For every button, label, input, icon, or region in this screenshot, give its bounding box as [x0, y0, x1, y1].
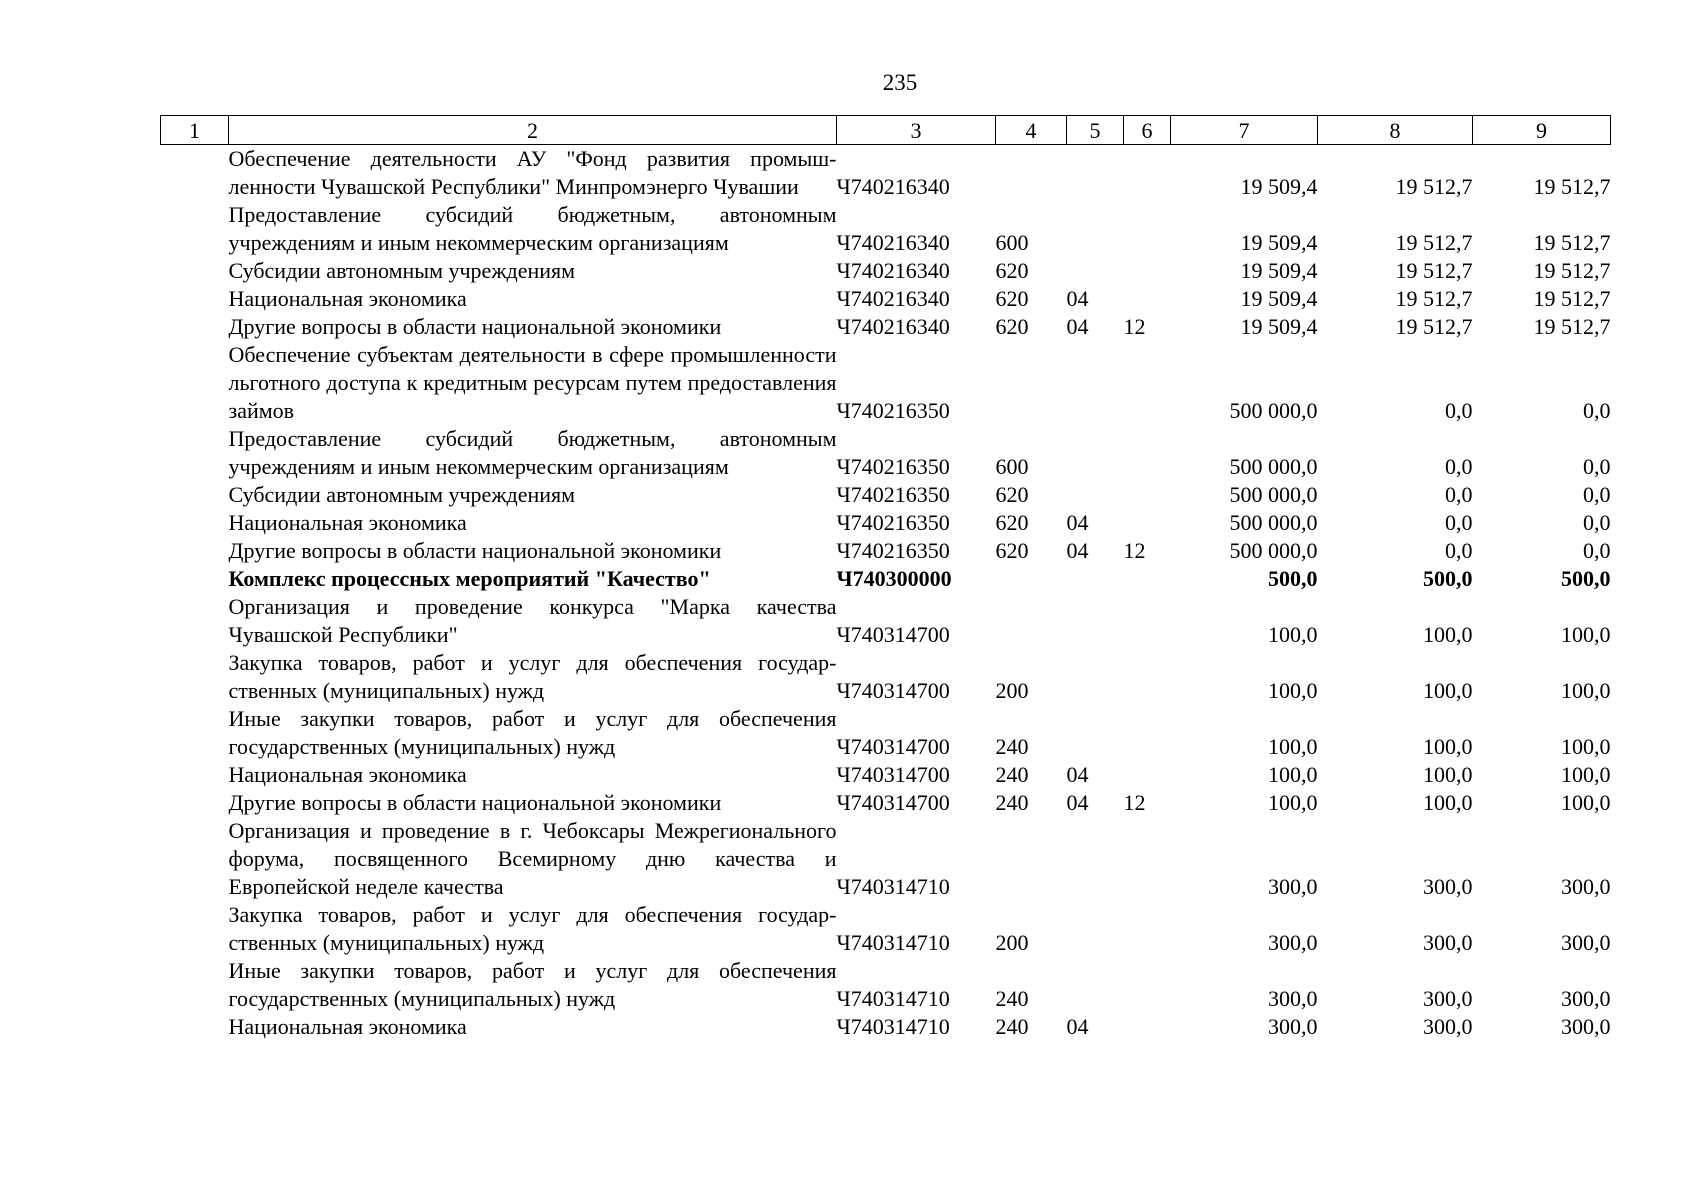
cell-amount-col9: 19 512,7	[1533, 314, 1611, 339]
cell-blank	[161, 649, 229, 705]
cell-amount-col9: 19 512,7	[1533, 258, 1611, 283]
cell-section	[1067, 565, 1124, 593]
cell-amount-col8: 100,0	[1423, 734, 1473, 759]
cell-expense-type	[996, 565, 1067, 593]
cell-amount-col7: 300,0	[1268, 1014, 1318, 1039]
cell-amount-col9: 19 512,7	[1533, 286, 1611, 311]
cell-target-code: Ч740314700	[836, 678, 950, 703]
cell-blank	[161, 509, 229, 537]
cell-amount-col7: 19 509,4	[1240, 174, 1318, 199]
cell-target-code: Ч740216350	[836, 510, 950, 535]
cell-blank	[161, 901, 229, 957]
cell-blank	[161, 705, 229, 761]
cell-item-name: Национальная экономика	[228, 762, 467, 787]
cell-amount-col9: 500,0	[1561, 566, 1611, 591]
cell-section	[1067, 957, 1124, 1013]
cell-amount-col8: 19 512,7	[1395, 174, 1473, 199]
cell-expense-type: 620	[995, 482, 1029, 507]
cell-section	[1067, 901, 1124, 957]
cell-amount-col8: 0,0	[1445, 510, 1473, 535]
cell-target-code: Ч740216340	[836, 314, 950, 339]
table-row	[161, 537, 1611, 565]
header-col-2: 2	[229, 116, 837, 145]
table-row	[161, 817, 1611, 901]
cell-target-code: Ч740314700	[836, 762, 950, 787]
table-row	[161, 313, 1611, 341]
cell-blank	[161, 957, 229, 1013]
cell-subsection	[1124, 145, 1171, 202]
cell-amount-col9: 100,0	[1561, 790, 1611, 815]
cell-expense-type: 620	[995, 286, 1029, 311]
header-col-4: 4	[996, 116, 1067, 145]
cell-expense-type: 240	[995, 986, 1029, 1011]
cell-amount-col8: 100,0	[1423, 762, 1473, 787]
cell-subsection	[1124, 901, 1171, 957]
cell-section: 04	[1066, 510, 1089, 535]
cell-expense-type: 200	[995, 678, 1029, 703]
header-col-9: 9	[1473, 116, 1611, 145]
cell-subsection	[1124, 649, 1171, 705]
cell-subsection	[1124, 705, 1171, 761]
cell-amount-col7: 300,0	[1268, 986, 1318, 1011]
cell-item-name: Субсидии автономным учреждениям	[228, 258, 576, 283]
cell-amount-col8: 100,0	[1423, 678, 1473, 703]
table-body	[161, 145, 1611, 1042]
cell-amount-col8: 0,0	[1445, 538, 1473, 563]
cell-subsection	[1124, 481, 1171, 509]
table-row	[161, 341, 1611, 425]
cell-item-name: Обеспечение деятельности АУ "Фонд развития промышленности Чувашской Республики" Минпромэнерго Чувашии	[228, 146, 837, 199]
cell-subsection	[1124, 341, 1171, 425]
cell-expense-type: 620	[995, 538, 1029, 563]
cell-section	[1067, 341, 1124, 425]
cell-subsection	[1124, 257, 1171, 285]
cell-section: 04	[1066, 314, 1089, 339]
cell-section	[1067, 425, 1124, 481]
cell-target-code: Ч740300000	[836, 566, 952, 591]
cell-amount-col9: 19 512,7	[1533, 230, 1611, 255]
cell-item-name: Другие вопросы в области национальной экономики	[228, 790, 722, 815]
cell-subsection	[1124, 761, 1171, 789]
cell-amount-col7: 500 000,0	[1229, 510, 1318, 535]
cell-amount-col9: 0,0	[1583, 482, 1611, 507]
cell-section	[1067, 705, 1124, 761]
cell-amount-col9: 19 512,7	[1533, 174, 1611, 199]
cell-blank	[161, 145, 229, 202]
cell-blank	[161, 593, 229, 649]
cell-amount-col8: 500,0	[1423, 566, 1473, 591]
cell-expense-type: 240	[995, 1014, 1029, 1039]
table-row	[161, 257, 1611, 285]
cell-expense-type: 240	[995, 790, 1029, 815]
table-row	[161, 649, 1611, 705]
cell-blank	[161, 789, 229, 817]
table-row	[161, 509, 1611, 537]
cell-blank	[161, 565, 229, 593]
cell-amount-col8: 0,0	[1445, 482, 1473, 507]
cell-item-name: Комплекс процессных мероприятий "Качество"	[228, 566, 711, 591]
cell-amount-col9: 100,0	[1561, 762, 1611, 787]
cell-section: 04	[1066, 762, 1089, 787]
cell-expense-type: 620	[995, 314, 1029, 339]
cell-amount-col7: 100,0	[1268, 734, 1318, 759]
cell-section	[1067, 649, 1124, 705]
cell-subsection	[1124, 565, 1171, 593]
cell-item-name: Организация и проведение конкурса "Марка качества Чувашской Республики"	[228, 594, 837, 647]
cell-amount-col9: 0,0	[1583, 398, 1611, 423]
cell-amount-col8: 100,0	[1423, 790, 1473, 815]
cell-expense-type: 620	[995, 258, 1029, 283]
cell-target-code: Ч740314700	[836, 734, 950, 759]
cell-expense-type: 240	[995, 762, 1029, 787]
cell-expense-type: 600	[995, 454, 1029, 479]
cell-target-code: Ч740216340	[836, 258, 950, 283]
cell-target-code: Ч740314710	[836, 930, 950, 955]
cell-blank	[161, 481, 229, 509]
cell-amount-col9: 100,0	[1561, 734, 1611, 759]
cell-amount-col9: 100,0	[1561, 678, 1611, 703]
cell-amount-col7: 19 509,4	[1240, 286, 1318, 311]
cell-item-name: Субсидии автономным учреждениям	[228, 482, 576, 507]
cell-section	[1067, 817, 1124, 901]
cell-amount-col9: 300,0	[1561, 986, 1611, 1011]
table-row	[161, 901, 1611, 957]
cell-section: 04	[1066, 538, 1089, 563]
cell-amount-col7: 300,0	[1268, 874, 1318, 899]
table-header	[161, 116, 1611, 145]
cell-target-code: Ч740216340	[836, 230, 950, 255]
table-row	[161, 565, 1611, 593]
cell-expense-type: 240	[995, 734, 1029, 759]
cell-blank	[161, 1013, 229, 1041]
cell-amount-col7: 300,0	[1268, 930, 1318, 955]
cell-section	[1067, 145, 1124, 202]
cell-amount-col8: 0,0	[1445, 454, 1473, 479]
cell-amount-col8: 300,0	[1423, 874, 1473, 899]
cell-item-name: Закупка товаров, работ и услуг для обеспечения государственных (муниципальных) нужд	[228, 650, 837, 703]
cell-section	[1067, 201, 1124, 257]
cell-subsection	[1124, 817, 1171, 901]
cell-amount-col7: 100,0	[1268, 622, 1318, 647]
header-col-6: 6	[1124, 116, 1171, 145]
cell-amount-col9: 300,0	[1561, 930, 1611, 955]
cell-subsection	[1124, 201, 1171, 257]
cell-blank	[161, 425, 229, 481]
table-row	[161, 201, 1611, 257]
cell-expense-type: 620	[995, 510, 1029, 535]
cell-amount-col8: 19 512,7	[1395, 286, 1473, 311]
cell-target-code: Ч740314710	[836, 1014, 950, 1039]
cell-target-code: Ч740216340	[836, 174, 950, 199]
cell-item-name: Национальная экономика	[228, 1014, 467, 1039]
cell-item-name: Обеспечение субъектам деятельности в сфере промышленности льготного доступа к кредитным ресурсам путем предоставления займов	[228, 342, 837, 423]
cell-section	[1067, 481, 1124, 509]
header-col-5: 5	[1067, 116, 1124, 145]
cell-target-code: Ч740216350	[836, 398, 950, 423]
cell-target-code: Ч740314710	[836, 986, 950, 1011]
cell-amount-col8: 0,0	[1445, 398, 1473, 423]
table-row	[161, 593, 1611, 649]
table-row	[161, 481, 1611, 509]
cell-blank	[161, 313, 229, 341]
table-row	[161, 789, 1611, 817]
cell-blank	[161, 817, 229, 901]
cell-target-code: Ч740216350	[836, 538, 950, 563]
cell-blank	[161, 257, 229, 285]
header-col-1: 1	[161, 116, 229, 145]
cell-section	[1067, 257, 1124, 285]
cell-item-name: Иные закупки товаров, работ и услуг для обеспечения государственных (муниципальных) нужд	[228, 958, 837, 1011]
cell-subsection	[1124, 285, 1171, 313]
cell-blank	[161, 285, 229, 313]
page-number: 235	[882, 70, 918, 95]
cell-item-name: Предоставление субсидий бюджетным, автономным учреждениям и иным некоммерческим организациям	[228, 426, 837, 479]
cell-item-name: Национальная экономика	[228, 286, 467, 311]
cell-amount-col7: 100,0	[1268, 790, 1318, 815]
cell-subsection: 12	[1123, 314, 1146, 339]
cell-amount-col7: 19 509,4	[1240, 230, 1318, 255]
cell-amount-col9: 0,0	[1583, 538, 1611, 563]
cell-item-name: Закупка товаров, работ и услуг для обеспечения государственных (муниципальных) нужд	[228, 902, 837, 955]
cell-amount-col7: 100,0	[1268, 762, 1318, 787]
cell-section	[1067, 593, 1124, 649]
cell-target-code: Ч740216340	[836, 286, 950, 311]
cell-amount-col7: 500 000,0	[1229, 482, 1318, 507]
cell-expense-type: 600	[995, 230, 1029, 255]
cell-amount-col8: 100,0	[1423, 622, 1473, 647]
cell-expense-type: 200	[995, 930, 1029, 955]
cell-amount-col9: 100,0	[1561, 622, 1611, 647]
cell-amount-col7: 100,0	[1268, 678, 1318, 703]
table-row	[161, 705, 1611, 761]
cell-amount-col8: 19 512,7	[1395, 314, 1473, 339]
cell-amount-col7: 500 000,0	[1229, 398, 1318, 423]
cell-subsection: 12	[1123, 790, 1146, 815]
cell-amount-col9: 0,0	[1583, 454, 1611, 479]
cell-blank	[161, 537, 229, 565]
cell-subsection	[1124, 425, 1171, 481]
table-row	[161, 145, 1611, 202]
cell-subsection	[1124, 957, 1171, 1013]
cell-section: 04	[1066, 286, 1089, 311]
table-row	[161, 285, 1611, 313]
budget-table	[160, 115, 1611, 1041]
cell-target-code: Ч740314700	[836, 790, 950, 815]
table-row	[161, 1013, 1611, 1041]
cell-amount-col7: 500,0	[1268, 566, 1318, 591]
cell-amount-col8: 300,0	[1423, 986, 1473, 1011]
cell-item-name: Иные закупки товаров, работ и услуг для обеспечения государственных (муниципальных) нужд	[228, 706, 837, 759]
cell-section: 04	[1066, 1014, 1089, 1039]
cell-blank	[161, 201, 229, 257]
cell-item-name: Предоставление субсидий бюджетным, автономным учреждениям и иным некоммерческим организациям	[228, 202, 837, 255]
cell-amount-col9: 300,0	[1561, 874, 1611, 899]
cell-section: 04	[1066, 790, 1089, 815]
cell-amount-col8: 300,0	[1423, 1014, 1473, 1039]
cell-expense-type	[996, 145, 1067, 202]
table-row	[161, 761, 1611, 789]
cell-item-name: Организация и проведение в г. Чебоксары Межрегионального форума, посвященного Всемирному дню качества и Европейской неделе качества	[228, 818, 837, 899]
cell-amount-col9: 300,0	[1561, 1014, 1611, 1039]
header-col-7: 7	[1171, 116, 1318, 145]
cell-expense-type	[996, 341, 1067, 425]
cell-subsection	[1124, 509, 1171, 537]
cell-subsection	[1124, 1013, 1171, 1041]
cell-amount-col9: 0,0	[1583, 510, 1611, 535]
cell-target-code: Ч740314700	[836, 622, 950, 647]
cell-amount-col7: 19 509,4	[1240, 314, 1318, 339]
cell-target-code: Ч740314710	[836, 874, 950, 899]
cell-amount-col7: 500 000,0	[1229, 538, 1318, 563]
cell-expense-type	[996, 593, 1067, 649]
cell-amount-col8: 19 512,7	[1395, 258, 1473, 283]
cell-item-name: Национальная экономика	[228, 510, 467, 535]
cell-blank	[161, 341, 229, 425]
cell-amount-col7: 19 509,4	[1240, 258, 1318, 283]
cell-target-code: Ч740216350	[836, 482, 950, 507]
header-col-8: 8	[1318, 116, 1473, 145]
cell-amount-col7: 500 000,0	[1229, 454, 1318, 479]
table-row	[161, 957, 1611, 1013]
header-col-3: 3	[837, 116, 996, 145]
cell-amount-col8: 19 512,7	[1395, 230, 1473, 255]
cell-subsection	[1124, 593, 1171, 649]
cell-subsection: 12	[1123, 538, 1146, 563]
cell-item-name: Другие вопросы в области национальной экономики	[228, 314, 722, 339]
header-row	[161, 116, 1611, 145]
cell-target-code: Ч740216350	[836, 454, 950, 479]
cell-expense-type	[996, 817, 1067, 901]
table-row	[161, 425, 1611, 481]
cell-amount-col8: 300,0	[1423, 930, 1473, 955]
cell-item-name: Другие вопросы в области национальной экономики	[228, 538, 722, 563]
cell-blank	[161, 761, 229, 789]
